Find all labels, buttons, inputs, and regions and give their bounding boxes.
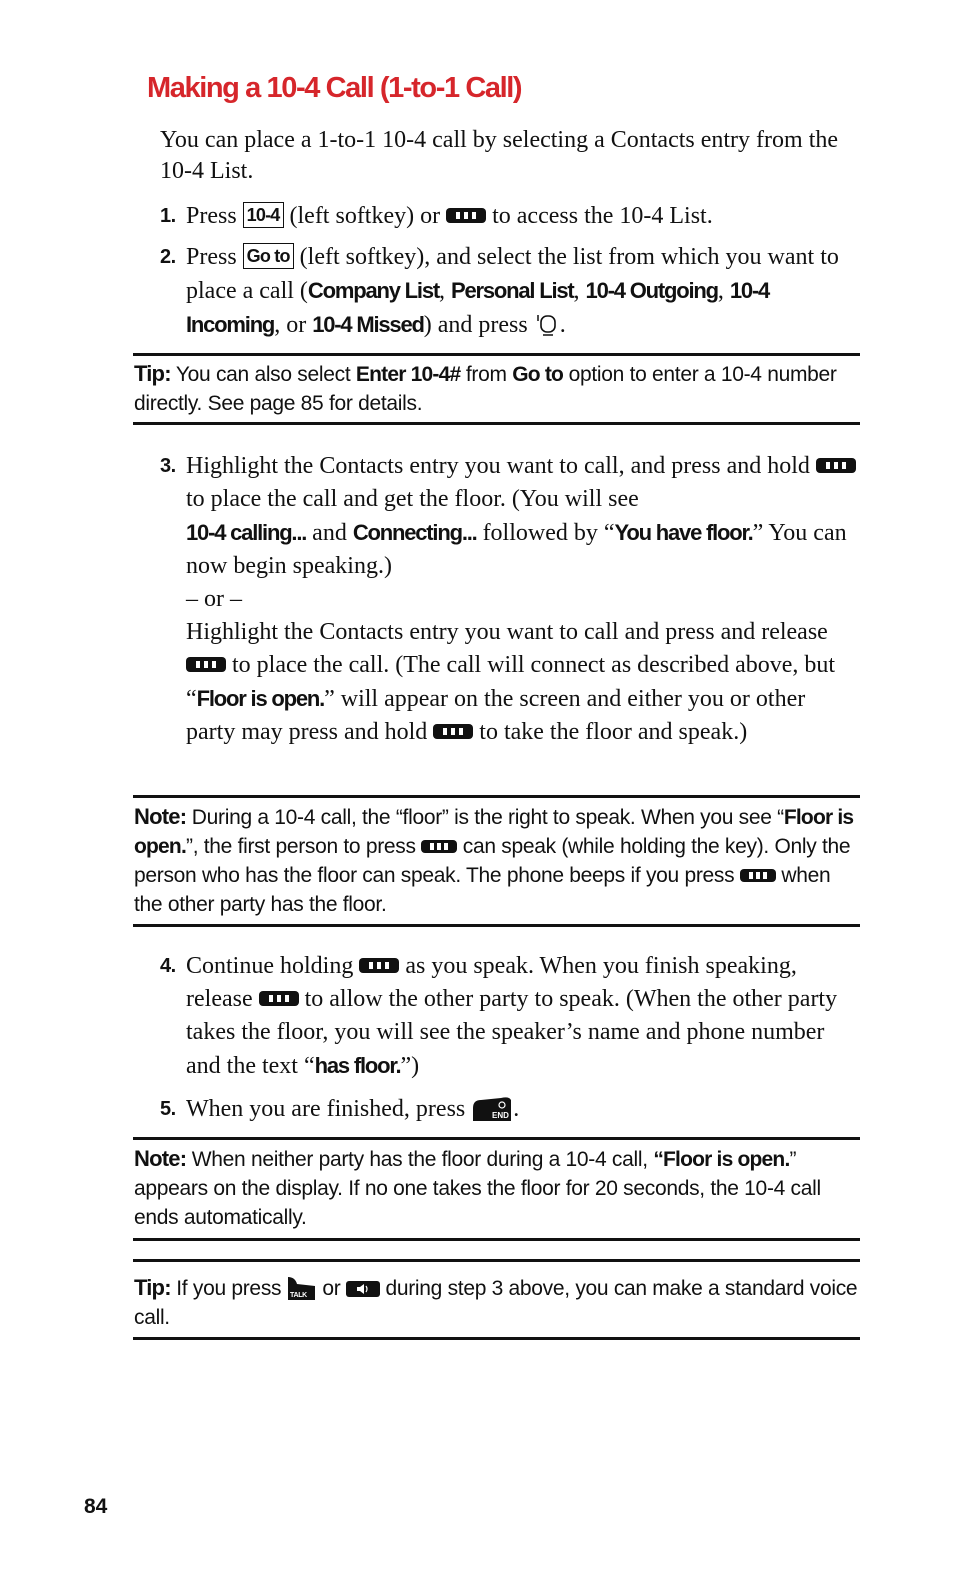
softkey-label: Go to — [243, 243, 294, 269]
step-text: to take the floor and speak.) — [479, 719, 748, 745]
screen-floor-is-open: “Floor is open. — [653, 1148, 790, 1171]
rule-bottom-note-2 — [133, 1238, 860, 1241]
tip-text: during step 3 above, you can make a standard voice call. — [134, 1277, 858, 1329]
step-text: ”) — [400, 1053, 420, 1079]
rule-bottom-tip — [133, 422, 860, 425]
step-text: (left softkey), and select the list from which you want to place a call ( — [186, 244, 839, 304]
step-2 — [160, 241, 860, 342]
tip-label: Tip: — [134, 361, 171, 386]
step-text: . — [513, 1096, 520, 1122]
step-text: to allow the other party to speak. (When the other party takes the floor, you will see the speaker’s name and phone number and the text “ — [186, 986, 838, 1079]
ptt-key-icon — [740, 869, 776, 882]
step-number: 4. — [160, 955, 176, 977]
step-text: Press — [186, 244, 237, 270]
step-text: Continue holding — [186, 953, 354, 979]
screen-has-floor: has floor. — [314, 1053, 401, 1078]
option-incoming: 10-4 Incoming — [186, 278, 770, 337]
note-label: Note: — [134, 804, 187, 829]
step-4 — [160, 950, 860, 1083]
option-go-to: Go to — [512, 363, 564, 386]
option-outgoing: 10-4 Outgoing — [585, 278, 718, 303]
option-missed: 10-4 Missed — [312, 312, 424, 337]
intro-paragraph: You can place a 1-to-1 10-4 call by selecting a Contacts entry from the 10-4 List. — [160, 127, 839, 184]
step-text: followed by “ — [482, 520, 615, 546]
note-text: ” appears on the display. If no one takes the floor for 20 seconds, the 10-4 call ends automatically. — [134, 1148, 821, 1229]
talk-key-icon — [287, 1275, 317, 1301]
talk-key-label: TALK — [289, 1292, 307, 1299]
step-text: to place the call. (The call will connect as described above, but “ — [186, 652, 836, 712]
option-company-list: Company List — [307, 278, 439, 303]
note-callout-2 — [134, 1144, 858, 1232]
note-callout — [134, 802, 858, 919]
step-number: 2. — [160, 246, 176, 268]
step-text: Press — [186, 203, 237, 229]
tip-text: option to enter a 10-4 number directly. See page 85 for details. — [134, 363, 837, 415]
step-text: as you speak. When you finish speaking, release — [186, 953, 797, 1012]
step-text: (left softkey) or — [289, 203, 441, 229]
step-1 — [160, 200, 860, 233]
rule-top-tip-2 — [133, 1259, 860, 1262]
separator: , — [717, 278, 724, 304]
rule-top-note-2 — [133, 1137, 860, 1140]
softkey-label: 10-4 — [243, 202, 284, 228]
ptt-key-icon — [433, 724, 473, 739]
step-text: to place the call and get the floor. (You will see — [186, 486, 639, 512]
ptt-key-icon — [359, 958, 399, 973]
tip-text: or — [322, 1277, 341, 1300]
ptt-key-icon — [186, 657, 226, 672]
step-number: 5. — [160, 1098, 176, 1120]
end-key-label: END — [492, 1111, 510, 1120]
option-personal-list: Personal List — [450, 278, 574, 303]
note-text: When neither party has the floor during a 10-4 call, — [191, 1148, 648, 1171]
menu-ok-key-icon — [534, 311, 560, 337]
end-key-icon — [471, 1094, 513, 1122]
step-text: . — [559, 312, 566, 338]
ptt-key-icon — [421, 840, 457, 853]
note-text: During a 10-4 call, the “floor” is the right to speak. When you see “ — [191, 806, 784, 829]
step-text: Highlight the Contacts entry you want to call and press and release — [186, 619, 828, 645]
step-number: 3. — [160, 455, 176, 477]
screen-you-have-floor: You have floor. — [614, 520, 753, 545]
rule-top-note — [133, 795, 860, 798]
step-text: ) and press — [423, 312, 528, 338]
step-text: ” will appear on the screen and either you or other party may press and hold — [186, 686, 806, 745]
screen-connecting: Connecting... — [352, 520, 477, 545]
note-text: ”, the first person to press — [186, 835, 416, 858]
step-text: to access the 10-4 List. — [492, 203, 713, 229]
option-enter-10-4: Enter 10-4# — [355, 363, 461, 386]
tip-callout — [134, 359, 858, 418]
note-text: when the other party has the floor. — [134, 864, 831, 916]
ptt-key-icon — [816, 458, 856, 473]
step-text: and — [312, 520, 347, 546]
or-separator: – or – — [186, 586, 242, 612]
screen-floor-is-open: Floor is open. — [134, 806, 854, 858]
step-text: When you are finished, press — [186, 1096, 466, 1122]
step-3 — [160, 450, 860, 749]
ptt-key-icon — [446, 208, 486, 223]
rule-bottom-tip-2 — [133, 1337, 860, 1340]
tip-text: from — [465, 363, 507, 386]
speaker-key-icon — [346, 1281, 380, 1297]
step-text: ” You can now begin speaking.) — [186, 520, 847, 579]
tip-label: Tip: — [134, 1275, 171, 1300]
separator: , or — [274, 312, 307, 338]
separator: , — [438, 278, 445, 304]
page-number: 84 — [84, 1495, 108, 1518]
tip-callout-2 — [134, 1273, 858, 1332]
rule-top-tip — [133, 353, 860, 356]
step-5 — [160, 1093, 860, 1126]
screen-floor-is-open: Floor is open. — [196, 686, 325, 711]
screen-10-4-calling: 10-4 calling... — [186, 520, 307, 545]
note-text: can speak (while holding the key). Only the person who has the floor can speak. The phone beeps if you press — [134, 835, 851, 887]
page-title: Making a 10-4 Call (1-to-1 Call) — [147, 72, 522, 104]
separator: , — [573, 278, 580, 304]
rule-bottom-note — [133, 924, 860, 927]
ptt-key-icon — [259, 991, 299, 1006]
note-label: Note: — [134, 1146, 187, 1171]
step-text: Highlight the Contacts entry you want to call, and press and hold — [186, 453, 810, 479]
step-number: 1. — [160, 205, 176, 227]
tip-text: If you press — [176, 1277, 282, 1300]
tip-text: You can also select — [175, 363, 351, 386]
